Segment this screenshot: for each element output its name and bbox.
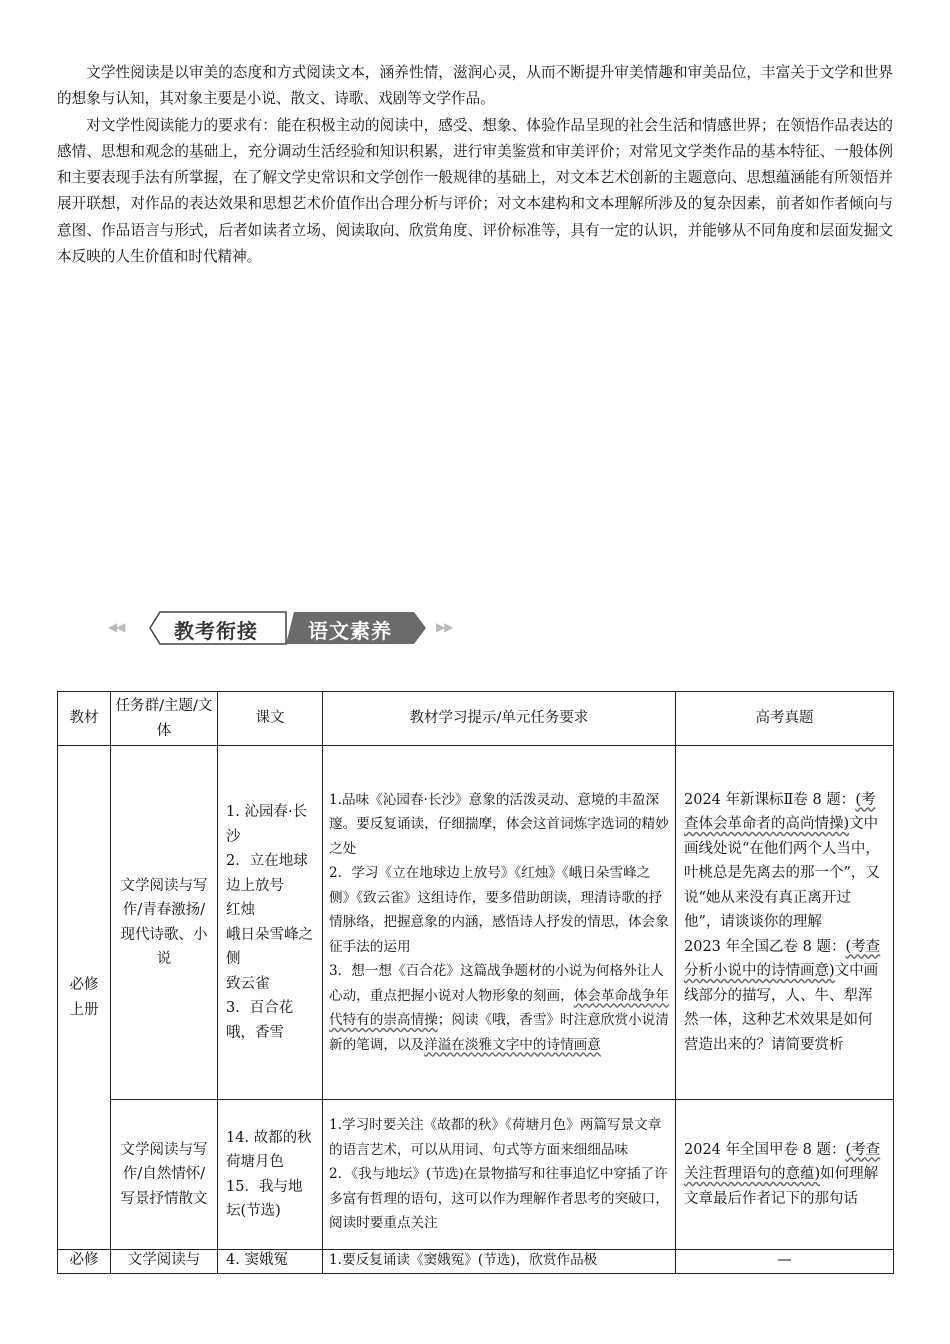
header-exam: 高考真题 xyxy=(676,692,894,746)
exam-focus: (考查关注哲理语句的意蕴) xyxy=(684,1141,881,1183)
lesson-item: 15．我与地坛(节选) xyxy=(226,1178,303,1219)
textbook-cell: 必修 xyxy=(58,1250,111,1274)
arrows-left-icon: ◀◀ xyxy=(108,620,125,634)
exam-cell xyxy=(676,1100,894,1250)
requirement-item: 1.学习时要关注《故都的秋》《荷塘月色》两篇写景文章的语言艺术，可以从用词、句式等方面来细细品味 xyxy=(329,1117,662,1158)
requirements-cell: 1.要反复诵读《窦娥冤》(节选)，欣赏作品极 xyxy=(323,1250,676,1274)
requirement-highlight: 体会革命战争年代特有的崇高情操 xyxy=(329,987,669,1029)
lesson-item: 红烛 xyxy=(226,902,255,918)
lesson-item: 哦，香雪 xyxy=(226,1024,284,1041)
banner-title-right: 语文素养 xyxy=(308,619,392,643)
exam-cell xyxy=(676,746,894,1100)
lesson-item: 荷塘月色 xyxy=(226,1154,284,1170)
intro-text xyxy=(57,60,893,270)
requirement-highlight: 洋溢在淡雅文字中的诗情画意 xyxy=(424,1036,601,1053)
intro-paragraph-2: 对文学性阅读能力的要求有：能在积极主动的阅读中，感受、想象、体验作品呈现的社会生活和情感世界；在领悟作品表达的感情、思想和观念的基础上，充分调动生活经验和知识积累，进行审美鉴赏和审美评价；对常见文学类作品的基本特征、一般体例和主要表现手法有所掌握，在了解文学史常识和文学创作一般规律的基础上，对文本艺术创新的主题意向、思想蕴涵能有所领悟并展开联想，对作品的表达效果和思想艺术价值作出合理分析与评价；对文本建构和文本理解所涉及的复杂因素，前者如作者倾向与意图、作品语言与形式，后者如读者立场、阅读取向、欣赏角度、评价标准等，具有一定的认识，并能够从不同角度和层面发掘文本反映的人生价值和时代精神。 xyxy=(57,116,893,266)
requirement-item: 1.品味《沁园春·长沙》意象的活泼灵动、意境的丰盈深邃。要反复诵读，仔细揣摩，体会这首词炼字选词的精妙之处 xyxy=(329,791,669,857)
exam-focus: (考查体会革命者的高尚情操) xyxy=(684,791,876,833)
task-group-cell: 文学阅读与 xyxy=(111,1250,218,1274)
curriculum-table xyxy=(57,691,894,1274)
requirement-item: 2．学习《立在地球边上放号》《红烛》《峨日朵雪峰之侧》《致云雀》这组诗作，要多借助朗读，理清诗歌的抒情脉络，把握意象的内涵，感悟诗人抒发的情思，体会象征手法的运用 xyxy=(329,865,669,955)
table-row xyxy=(58,1250,894,1274)
header-requirements: 教材学习提示/单元任务要求 xyxy=(323,692,676,746)
lesson-item: 1. 沁园春·长沙 xyxy=(226,804,308,845)
requirement-item: ；阅读《哦，香雪》时注意欣赏小说清新的笔调，以及 xyxy=(329,1012,669,1053)
section-banner xyxy=(108,608,468,652)
lessons-cell xyxy=(218,1100,323,1250)
task-group-cell: 文学阅读与写作/青春激扬/现代诗歌、小说 xyxy=(111,746,218,1100)
exam-source: 2024 年新课标Ⅱ卷 8 题： xyxy=(684,791,856,808)
intro-paragraph-1: 文学性阅读是以审美的态度和方式阅读文本，涵养性情，滋润心灵，从而不断提升审美情趣和审美品位，丰富关于文学和世界的想象与认知，其对象主要是小说、散文、诗歌、戏剧等文学作品。 xyxy=(57,64,893,108)
header-task-group: 任务群/主题/文体 xyxy=(111,692,218,746)
banner-title-left: 教考衔接 xyxy=(174,619,258,643)
table-row xyxy=(58,746,894,1100)
exam-cell: — xyxy=(676,1250,894,1274)
lesson-item: 3．百合花 xyxy=(226,1000,294,1016)
table-row xyxy=(58,1100,894,1250)
lesson-item: 峨日朵雪峰之侧 xyxy=(226,926,313,967)
header-lesson: 课文 xyxy=(218,692,323,746)
exam-source: 2024 年全国甲卷 8 题： xyxy=(684,1141,846,1158)
lesson-item: 致云雀 xyxy=(226,975,270,992)
exam-focus: (考查分析小说中的诗情画意) xyxy=(684,938,881,980)
requirements-cell xyxy=(323,1100,676,1250)
lessons-cell xyxy=(218,746,323,1100)
header-textbook: 教材 xyxy=(58,692,111,746)
requirement-item: 3．想一想《百合花》这篇战争题材的小说为何格外让人心动，重点把握小说对人物形象的刻画， xyxy=(329,963,664,1004)
requirements-cell xyxy=(323,746,676,1100)
lessons-cell: 4. 窦娥冤 xyxy=(218,1250,323,1274)
lesson-item: 2．立在地球边上放号 xyxy=(226,853,308,894)
arrows-right-icon: ▶▶ xyxy=(436,620,453,634)
exam-question: 如何理解文章最后作者记下的那句话 xyxy=(684,1166,879,1207)
requirement-item: 2．《我与地坛》(节选)在景物描写和往事追忆中穿插了许多富有哲理的语句，这可以作为理解作者思考的突破口，阅读时要重点关注 xyxy=(329,1166,669,1232)
textbook-cell: 必修上册 xyxy=(58,746,111,1250)
table-header-row xyxy=(58,692,894,746)
exam-question: 文中画线处说“在他们两个人当中，叶桃总是先离去的那一个”，又说“她从来没有真正离开过他”，请谈谈你的理解 xyxy=(684,816,880,931)
exam-question: 文中画线部分的描写，人、牛、犁浑然一体，这种艺术效果是如何营造出来的？请简要赏析 xyxy=(684,963,879,1053)
task-group-cell: 文学阅读与写作/自然情怀/写景抒情散文 xyxy=(111,1100,218,1250)
exam-source: 2023 年全国乙卷 8 题： xyxy=(684,938,846,955)
lesson-item: 14. 故都的秋 xyxy=(226,1129,312,1146)
